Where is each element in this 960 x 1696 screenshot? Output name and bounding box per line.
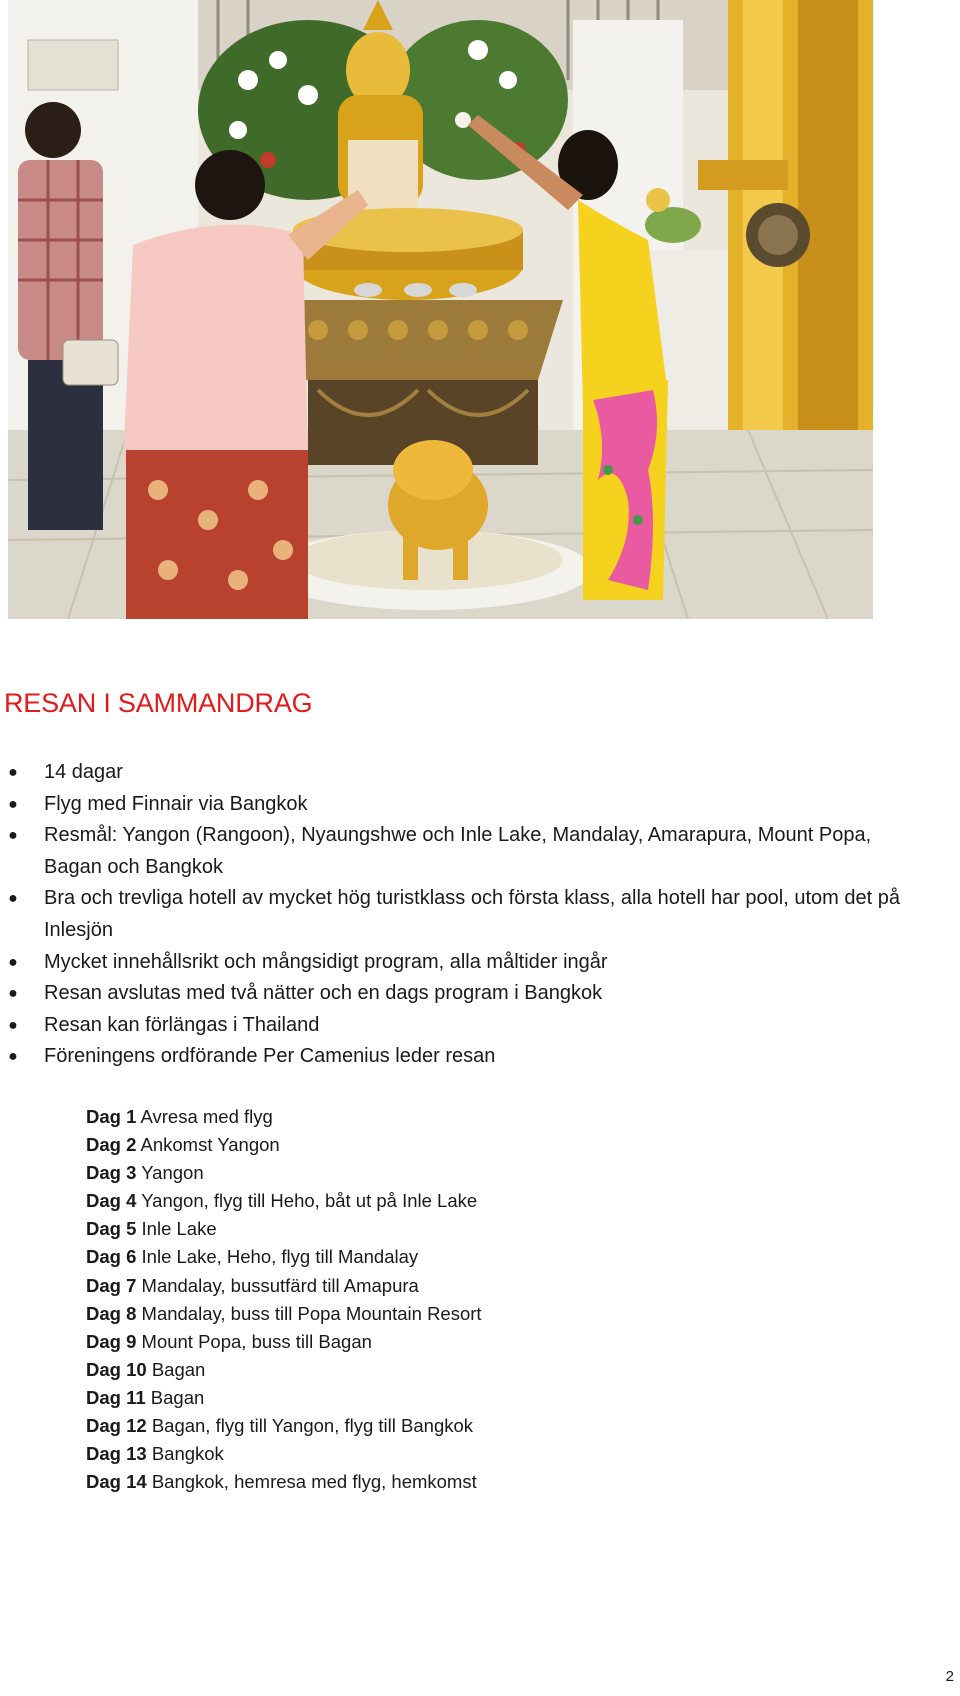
summary-list bbox=[0, 757, 940, 1073]
day-label: Dag 10 bbox=[86, 1358, 147, 1380]
bullet-icon: ● bbox=[8, 985, 18, 1003]
day-text: Inle Lake, Heho, flyg till Mandalay bbox=[141, 1246, 419, 1268]
itinerary-item bbox=[86, 1215, 482, 1243]
list-item-text: 14 dagar bbox=[44, 761, 123, 783]
page-number: 2 bbox=[945, 1668, 954, 1685]
temple-photo-illustration bbox=[8, 0, 873, 619]
day-label: Dag 14 bbox=[86, 1471, 147, 1493]
itinerary-item bbox=[86, 1412, 482, 1440]
itinerary-item bbox=[86, 1468, 482, 1496]
itinerary-item bbox=[86, 1328, 482, 1356]
day-text: Yangon bbox=[141, 1162, 204, 1184]
list-item bbox=[0, 978, 940, 1010]
list-item-text: Resan avslutas med två nätter och en dags program i Bangkok bbox=[44, 982, 603, 1005]
list-item bbox=[0, 757, 940, 789]
day-label: Dag 6 bbox=[86, 1246, 137, 1268]
day-text: Mandalay, buss till Popa Mountain Resort bbox=[141, 1302, 482, 1324]
day-label: Dag 4 bbox=[86, 1190, 137, 1212]
day-text: Bangkok bbox=[151, 1443, 224, 1465]
itinerary-item bbox=[86, 1159, 482, 1187]
bullet-icon: ● bbox=[8, 827, 18, 845]
bullet-icon: ● bbox=[8, 890, 18, 908]
itinerary-item bbox=[86, 1384, 482, 1412]
list-item bbox=[0, 820, 940, 883]
day-text: Mount Popa, buss till Bagan bbox=[141, 1330, 372, 1352]
day-label: Dag 2 bbox=[86, 1134, 137, 1156]
day-text: Bagan, flyg till Yangon, flyg till Bangkok bbox=[151, 1415, 474, 1437]
itinerary-list bbox=[86, 1103, 482, 1496]
itinerary-item bbox=[86, 1300, 482, 1328]
day-text: Mandalay, bussutfärd till Amapura bbox=[141, 1274, 419, 1296]
day-label: Dag 11 bbox=[86, 1386, 146, 1408]
list-item-text: Föreningens ordförande Per Camenius leder resan bbox=[44, 1045, 496, 1068]
list-item-text: Resmål: Yangon (Rangoon), Nyaungshwe och Inle Lake, Mandalay, Amarapura, Mount Popa, Bagan och Bangkok bbox=[44, 824, 872, 878]
list-item bbox=[0, 883, 940, 946]
day-text: Yangon, flyg till Heho, båt ut på Inle Lake bbox=[141, 1190, 478, 1212]
section-heading: RESAN I SAMMANDRAG bbox=[4, 688, 313, 718]
day-label: Dag 13 bbox=[86, 1443, 147, 1465]
itinerary-item bbox=[86, 1131, 482, 1159]
itinerary-item bbox=[86, 1356, 482, 1384]
bullet-icon: ● bbox=[8, 1048, 18, 1066]
day-label: Dag 12 bbox=[86, 1415, 147, 1437]
list-item bbox=[0, 789, 940, 821]
temple-photo bbox=[8, 0, 873, 619]
day-text: Bangkok, hemresa med flyg, hemkomst bbox=[151, 1471, 477, 1493]
itinerary-item bbox=[86, 1187, 482, 1215]
bullet-icon: ● bbox=[8, 953, 18, 971]
itinerary-item bbox=[86, 1272, 482, 1300]
day-label: Dag 3 bbox=[86, 1162, 137, 1184]
list-item bbox=[0, 1041, 940, 1073]
itinerary-item bbox=[86, 1440, 482, 1468]
itinerary-item bbox=[86, 1103, 482, 1131]
list-item-text: Flyg med Finnair via Bangkok bbox=[44, 792, 308, 815]
bullet-icon: ● bbox=[8, 795, 18, 813]
bullet-icon: ● bbox=[8, 764, 18, 781]
day-label: Dag 8 bbox=[86, 1302, 137, 1324]
list-item-text: Resan kan förlängas i Thailand bbox=[44, 1013, 320, 1036]
day-text: Avresa med flyg bbox=[140, 1106, 273, 1127]
list-item bbox=[0, 947, 940, 979]
list-item-text: Bra och trevliga hotell av mycket hög turistklass och första klass, alla hotell har pool, utom det på Inlesjön bbox=[44, 887, 900, 941]
bullet-icon: ● bbox=[8, 1016, 18, 1034]
day-label: Dag 1 bbox=[86, 1106, 137, 1127]
day-text: Ankomst Yangon bbox=[140, 1134, 280, 1156]
list-item bbox=[0, 1010, 940, 1042]
day-label: Dag 5 bbox=[86, 1218, 137, 1240]
day-label: Dag 7 bbox=[86, 1274, 137, 1296]
day-text: Bagan bbox=[150, 1386, 205, 1408]
day-text: Inle Lake bbox=[141, 1218, 217, 1240]
day-text: Bagan bbox=[151, 1358, 206, 1380]
list-item-text: Mycket innehållsrikt och mångsidigt program, alla måltider ingår bbox=[44, 950, 608, 973]
itinerary-item bbox=[86, 1243, 482, 1271]
day-label: Dag 9 bbox=[86, 1330, 137, 1352]
